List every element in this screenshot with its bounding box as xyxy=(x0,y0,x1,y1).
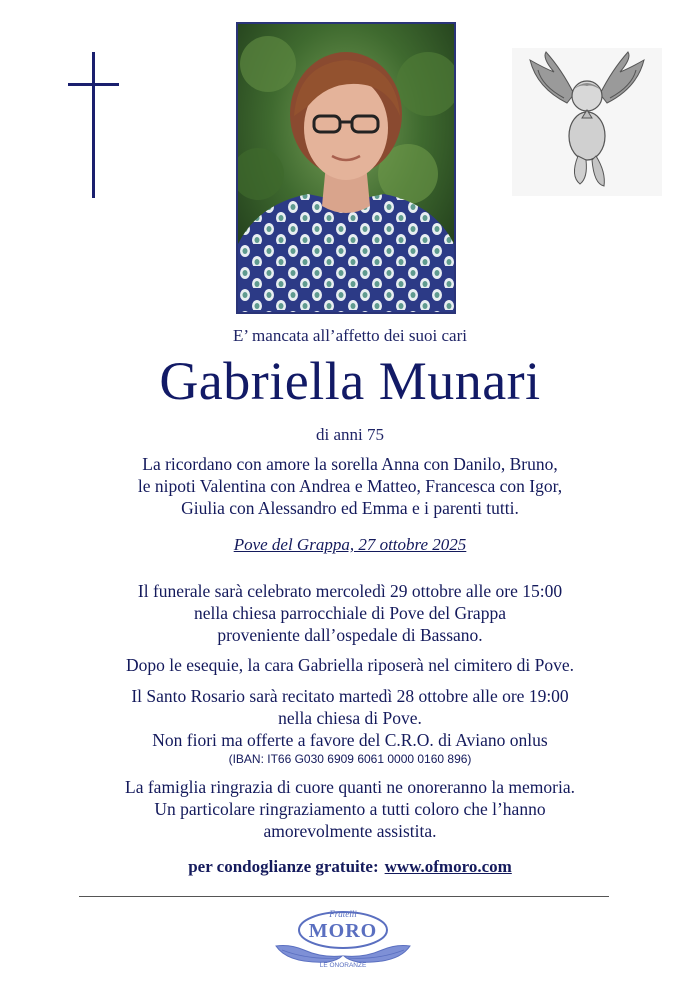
funeral-line: Il funerale sarà celebrato mercoledì 29 ottobre alle ore 15:00 xyxy=(137,581,563,601)
thanks-line: La famiglia ringrazia di cuore quanti ne onoreranno la memoria. xyxy=(125,777,575,797)
logo-main-text: MORO xyxy=(308,920,378,942)
rosary-line: Non fiori ma offerte a favore del C.R.O. di Aviano onlus xyxy=(152,730,548,750)
funeral-paragraph xyxy=(0,580,700,646)
angel-icon xyxy=(512,48,662,196)
age-text: di anni 75 xyxy=(316,425,384,444)
portrait-image xyxy=(238,24,454,312)
relatives-line: le nipoti Valentina con Andrea e Matteo, Francesca con Igor, xyxy=(137,476,563,496)
place-date xyxy=(0,535,700,555)
logo-top-text: Fratelli xyxy=(329,909,357,919)
deceased-name: Gabriella Munari xyxy=(159,351,541,411)
relatives-line: La ricordano con amore la sorella Anna con Danilo, Bruno, xyxy=(142,454,558,474)
burial-text: Dopo le esequie, la cara Gabriella riposerà nel cimitero di Pove. xyxy=(125,655,575,675)
rosary-paragraph xyxy=(0,685,700,751)
divider xyxy=(79,896,609,897)
intro-text: E’ mancata all’affetto dei suoi cari xyxy=(233,326,467,345)
funeral-line: proveniente dall’ospedale di Bassano. xyxy=(217,625,483,645)
thanks-line: amorevolmente assistita. xyxy=(263,821,437,841)
thanks-paragraph xyxy=(0,776,700,842)
thanks-line: Un particolare ringraziamento a tutti coloro che l’hanno xyxy=(154,799,546,819)
cross-vertical-bar xyxy=(92,52,95,198)
condolences xyxy=(0,857,700,877)
portrait-photo xyxy=(236,22,456,314)
rosary-line: nella chiesa di Pove. xyxy=(278,708,422,728)
place-date-text: Pove del Grappa, 27 ottobre 2025 xyxy=(233,535,467,554)
condolences-link[interactable]: www.ofmoro.com xyxy=(384,857,512,876)
relatives-paragraph xyxy=(0,453,700,519)
iban-text: (IBAN: IT66 G030 6909 6061 0000 0160 896) xyxy=(228,752,472,766)
logo-bottom-text: LE ONORANZE xyxy=(319,962,367,969)
rosary-line: Il Santo Rosario sarà recitato martedì 28 ottobre alle ore 19:00 xyxy=(131,686,569,706)
cross-horizontal-bar xyxy=(68,83,119,86)
relatives-line: Giulia con Alessandro ed Emma e i parenti tutti. xyxy=(181,498,519,518)
funeral-line: nella chiesa parrocchiale di Pove del Grappa xyxy=(194,603,506,623)
moro-logo xyxy=(268,906,418,972)
condolences-label: per condoglianze gratuite: xyxy=(188,857,379,876)
